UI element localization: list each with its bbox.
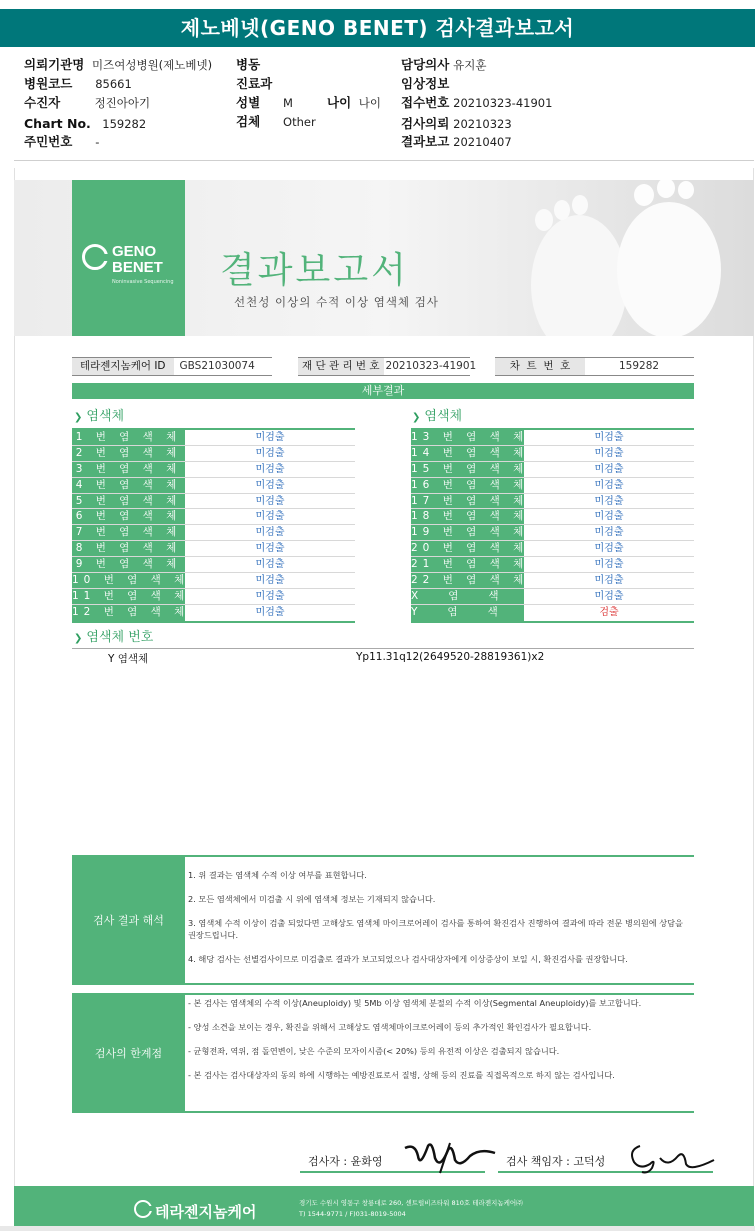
karyotype-heading: ❯ 염색체 번호	[74, 630, 154, 645]
footer-address: 경기도 수원시 영통구 창룡대로 260, 센트럴비즈타워 810호 테라젠지놈케어㈜ T) 1544-9771 / F)031-8019-5004	[299, 1199, 523, 1218]
director-signature-line: 검사 책임자 : 고덕성	[498, 1153, 713, 1173]
chromosome-row	[72, 494, 355, 510]
age-field: 나이 나이	[327, 95, 382, 110]
chromosome-row	[411, 478, 694, 494]
chromosome-label: 10 번 염 색 체	[72, 574, 190, 587]
chromosome-result: 검출	[599, 606, 619, 618]
chromosome-result: 미검출	[255, 606, 285, 618]
specimen-field: 검체 Other	[236, 114, 316, 129]
chromosome-row	[72, 430, 355, 446]
chromosome-result: 미검출	[255, 463, 285, 475]
chromosome-result: 미검출	[594, 590, 624, 602]
limitations-block	[72, 993, 694, 1113]
chromosome-result: 미검출	[594, 543, 624, 555]
interpretation-block	[72, 855, 694, 985]
limitations-body	[185, 995, 694, 1111]
chromosome-label: 3 번 염 색 체	[72, 462, 185, 477]
footer-company-name: 테라젠지놈케어	[155, 1203, 257, 1221]
interpretation-label: 검사 결과 해석	[72, 857, 185, 983]
chromosome-label: 13 번 염 색 체	[411, 431, 529, 443]
theragen-logo-icon	[134, 1200, 152, 1218]
baby-foot-illustration	[574, 180, 754, 336]
chromosome-row	[72, 605, 355, 621]
chromosome-label: 2 번 염 색 체	[72, 446, 185, 461]
request-date-field: 검사의뢰 20210323	[401, 116, 512, 131]
chromosome-result: 미검출	[594, 527, 624, 539]
chromosome-row	[72, 525, 355, 541]
chromosome-row	[411, 573, 694, 589]
chromosome-result: 미검출	[594, 479, 624, 491]
detail-results-bar: 세부결과	[72, 383, 694, 399]
chromosome-label: 16 번 염 색 체	[411, 478, 529, 491]
chromosome-label: 6 번 염 색 체	[72, 509, 185, 524]
chromosome-result: 미검출	[255, 479, 285, 491]
karyotype-value: Yp11.31q12(2649520-28819361)x2	[356, 651, 545, 663]
chromosome-table-left	[72, 428, 355, 623]
chromosome-row	[411, 605, 694, 621]
chromosome-row	[411, 446, 694, 462]
resident-no-field: 주민번호 -	[24, 134, 100, 149]
karyotype-divider	[72, 648, 694, 649]
report-date-field: 결과보고 20210407	[401, 134, 512, 149]
chromosome-result: 미검출	[594, 495, 624, 507]
chromosome-label: 4 번 염 색 체	[72, 478, 185, 493]
chromosome-heading-left: ❯ 염색체	[74, 409, 125, 424]
chromosome-row	[72, 573, 355, 589]
limitation-item: - 본 검사는 염색체의 수적 이상(Aneuploidy) 및 5Mb 이상 염색체 분절의 수적 이상(Segmental Aneuploidy)를 보고합니다.	[188, 998, 642, 1008]
chromosome-result: 미검출	[255, 511, 285, 523]
chromosome-result: 미검출	[594, 463, 624, 475]
director-signature-image	[620, 1138, 720, 1178]
foundation-id-box: 재 단 관 리 번 호 20210323-41901	[298, 357, 470, 376]
chromosome-label: X 염 색 체	[411, 589, 544, 602]
hospital-code-field: 병원코드 85661	[24, 76, 132, 91]
page-edge	[0, 1226, 755, 1231]
banner-title: 결과보고서	[220, 250, 409, 291]
chromosome-label: 15 번 염 색 체	[411, 462, 529, 475]
chromosome-label: 17 번 염 색 체	[411, 494, 529, 507]
chromosome-row	[72, 541, 355, 557]
chromosome-label: 9 번 염 색 체	[72, 557, 185, 572]
chromosome-row	[411, 541, 694, 557]
chromosome-label: 21 번 염 색 체	[411, 558, 529, 571]
chromosome-label: 14 번 염 색 체	[411, 446, 529, 459]
logo-tagline: Noninvasive Sequencing	[112, 279, 174, 285]
dept-field: 진료과	[236, 76, 273, 91]
chromosome-result: 미검출	[594, 559, 624, 571]
chromosome-row	[72, 478, 355, 494]
chromosome-label: 8 번 염 색 체	[72, 541, 185, 556]
receipt-no-field: 접수번호 20210323-41901	[401, 95, 553, 110]
chromosome-label: 22 번 염 색 체	[411, 574, 529, 587]
chromosome-label: Y 염 색 체	[411, 605, 524, 621]
chromosome-row	[411, 589, 694, 605]
footer-bar	[14, 1186, 754, 1226]
chromosome-result: 미검출	[594, 575, 624, 587]
interpretation-item: 4. 해당 검사는 선별검사이므로 미검출로 결과가 보고되었으나 검사대상자에게 이상증상이 보일 시, 확진검사를 권장합니다.	[188, 954, 628, 964]
chromosome-row	[411, 430, 694, 446]
tester-signature-line: 검사자 : 윤화영	[300, 1153, 485, 1173]
chromosome-row	[72, 509, 355, 525]
chromosome-label: 19 번 염 색 체	[411, 526, 529, 539]
banner-subtitle: 선천성 이상의 수적 이상 염색체 검사	[234, 295, 439, 309]
interpretation-body	[185, 857, 694, 983]
limitations-label: 검사의 한계점	[72, 995, 185, 1111]
chromosome-label: 1 번 염 색 체	[72, 430, 185, 445]
limitation-item: - 양성 소견을 보이는 경우, 확진을 위해서 고해상도 염색체마이크로어레이 등의 추가적인 확인검사가 필요합니다.	[188, 1022, 592, 1032]
doctor-field: 담당의사 유지훈	[401, 57, 487, 72]
chromosome-row	[411, 557, 694, 573]
chromosome-result: 미검출	[594, 432, 624, 443]
geno-benet-logo-text: GENO BENET	[112, 243, 163, 276]
chromosome-row	[411, 462, 694, 478]
clinical-info-field: 임상정보	[401, 76, 450, 91]
chromosome-label: 12 번 염 색 체	[72, 605, 185, 621]
chromosome-result: 미검출	[255, 495, 285, 507]
chromosome-row	[411, 494, 694, 510]
limitation-item: - 본 검사는 검사대상자의 동의 하에 시행하는 예방진료로서 질병, 상해 등의 진료를 직접목적으로 하지 않는 검사입니다.	[188, 1070, 615, 1080]
interpretation-item: 2. 모든 염색체에서 미검출 시 위에 염색체 정보는 기재되지 않습니다.	[188, 894, 436, 904]
chromosome-row	[411, 525, 694, 541]
chromosome-label: 5 번 염 색 체	[72, 494, 185, 509]
chromosome-result: 미검출	[594, 511, 624, 523]
tester-signature-image	[400, 1138, 500, 1178]
chromosome-heading-right: ❯ 염색체	[412, 409, 463, 424]
chromosome-result: 미검출	[255, 559, 285, 571]
interpretation-item: 3. 염색체 수적 이상이 검출 되었다면 고해상도 염색체 마이크로어레이 검사를 통하여 확진검사 진행하여 결과에 따라 전문 병의원에 상담을 권장드립니다.	[188, 918, 683, 940]
lab-id-box: 테라젠지놈케어 ID GBS21030074	[72, 357, 272, 376]
banner-logo-panel	[72, 180, 185, 336]
chromosome-label: 18 번 염 색 체	[411, 510, 529, 523]
chromosome-row	[72, 589, 355, 605]
report-banner	[14, 180, 754, 336]
chromosome-result: 미검출	[255, 543, 285, 555]
chromosome-label: 20 번 염 색 체	[411, 542, 529, 555]
limitation-item: - 균형전좌, 역위, 점 돌연변이, 낮은 수준의 모자이시즘(< 20%) 등의 유전적 이상은 검출되지 않습니다.	[188, 1046, 560, 1056]
karyotype-label: Y 염색체	[108, 653, 149, 665]
institution-field: 의뢰기관명 미즈여성병원(제노베넷)	[24, 57, 213, 72]
header-divider	[14, 160, 754, 161]
chromosome-row	[72, 446, 355, 462]
chromosome-row	[72, 557, 355, 573]
interpretation-item: 1. 위 결과는 염색체 수적 이상 여부를 표현합니다.	[188, 870, 367, 880]
report-title: 제노베넷(GENO BENET) 검사결과보고서	[0, 9, 755, 47]
chromosome-result: 미검출	[255, 447, 285, 459]
chromosome-label: 11 번 염 색 체	[72, 589, 190, 602]
chromosome-result: 미검출	[594, 447, 624, 459]
chromosome-result: 미검출	[255, 432, 285, 443]
geno-benet-logo-icon	[82, 244, 108, 270]
chromosome-result: 미검출	[255, 590, 285, 602]
chart-no-field: Chart No. 159282	[24, 116, 147, 131]
ward-field: 병동	[236, 57, 261, 72]
chromosome-row	[72, 462, 355, 478]
chromosome-table-right	[411, 428, 694, 623]
chromosome-label: 7 번 염 색 체	[72, 525, 185, 540]
sex-field: 성별 M	[236, 95, 293, 110]
chromosome-row	[411, 509, 694, 525]
chromosome-result: 미검출	[255, 527, 285, 539]
chromosome-result: 미검출	[255, 575, 285, 587]
chart-id-box: 차 트 번 호 159282	[495, 357, 694, 376]
examinee-field: 수진자 정진아아기	[24, 95, 151, 110]
